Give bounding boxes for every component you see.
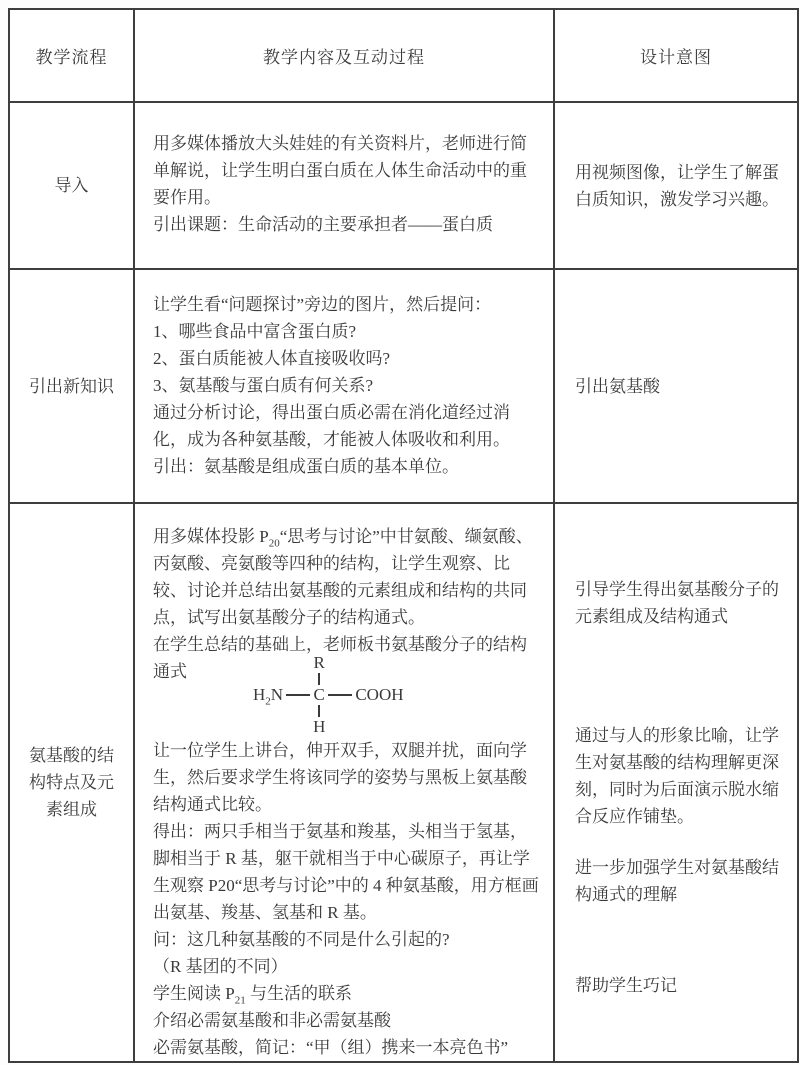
intent-text: 帮助学生巧记 (575, 976, 677, 995)
content-paragraph: （R 基团的不同） (153, 957, 288, 976)
question-item: 1、哪些食品中富含蛋白质? (153, 322, 357, 341)
question-item: 3、氨基酸与蛋白质有何关系? (153, 376, 374, 395)
question-item: 2、蛋白质能被人体直接吸收吗? (153, 349, 391, 368)
carbon-column (313, 655, 325, 735)
intent-amino-acid (554, 503, 798, 1062)
content-paragraph: 让学生看“问题探讨”旁边的图片，然后提问： (153, 295, 492, 314)
bond-line (286, 694, 310, 696)
page-subscript: 21 (234, 994, 246, 1007)
table-header-row (9, 9, 798, 102)
amino-acid-structural-formula (253, 655, 404, 735)
table-row-new-knowledge (9, 269, 798, 503)
content-paragraph: 让一位学生上讲台，伸开双手，双腿并扰，面向学生，然后要求学生将该同学的姿势与黑板上氨基酸结构通式比较。 (153, 741, 527, 814)
bond-line (318, 705, 320, 717)
content-paragraph: 引出课题：生命活动的主要承担者——蛋白质 (153, 215, 493, 234)
stage-label: 氨基酸的结构特点及元素组成 (29, 746, 114, 819)
intent-text: 进一步加强学生对氨基酸结构通式的理解 (575, 858, 779, 904)
content-paragraph: 学生阅读 $P_{21}$ 与生活的联系 (153, 984, 352, 1007)
intent-intro (554, 102, 798, 269)
content-intro (134, 102, 554, 269)
stage-amino-acid (9, 503, 134, 1062)
page-subscript: 20 (268, 537, 280, 550)
r-group: R (313, 653, 325, 672)
content-paragraph: 用多媒体投影 $P_{20}“$思考与讨论”中甘氨酸、缬氨酸、丙氨酸、亮氨酸等四种的结构，让学生观察、比较、讨论并总结出氨基酸的元素组成和结构的共同点，试写出氨基酸分子的结构通式。 (153, 527, 533, 627)
lesson-plan-table (8, 8, 799, 1063)
bond-line (328, 694, 352, 696)
table-row-intro (9, 102, 798, 269)
bond-line (318, 673, 320, 685)
intent-text: 引导学生得出氨基酸分子的元素组成及结构通式 (575, 580, 779, 626)
header-teaching-content: 教学内容及互动过程 (134, 9, 554, 102)
stage-intro (9, 102, 134, 269)
intent-text: 通过与人的形象比喻，让学生对氨基酸的结构理解更深刻，同时为后面演示脱水缩合反应作铺垫。 (575, 726, 779, 826)
content-new-knowledge (134, 269, 554, 503)
content-paragraph: 用多媒体播放大头娃娃的有关资料片，老师进行简单解说，让学生明白蛋白质在人体生命活动中的重要作用。 (153, 134, 527, 207)
intent-text: 引出氨基酸 (575, 376, 660, 396)
header-teaching-process: 教学流程 (9, 9, 134, 102)
carboxyl-group: COOH (355, 685, 404, 704)
amine-group: $H_2N$ (253, 685, 284, 708)
carbon-atom: C (313, 685, 325, 704)
table-row-amino-acid (9, 503, 798, 1062)
hydrogen-atom: H (313, 717, 326, 736)
content-paragraph: 必需氨基酸，简记：“甲（组）携来一本亮色书” (153, 1038, 509, 1057)
content-paragraph: 引出：氨基酸是组成蛋白质的基本单位。 (153, 457, 459, 476)
header-design-intent: 设计意图 (554, 9, 798, 102)
stage-label: 引出新知识 (29, 376, 114, 396)
content-paragraph: 介绍必需氨基酸和非必需氨基酸 (153, 1011, 391, 1030)
intent-new-knowledge (554, 269, 798, 503)
content-paragraph: 得出：两只手相当于氨基和羧基，头相当于氢基，脚相当于 R 基，躯干就相当于中心碳原子，再让学生观察 P20“思考与讨论”中的 4 种氨基酸，用方框画出氨基、羧基、氢基和 R 基。 (153, 822, 539, 922)
content-paragraph: 问：这几种氨基酸的不同是什么引起的? (153, 930, 450, 949)
stage-label: 导入 (54, 176, 89, 195)
content-paragraph: 通过分析讨论，得出蛋白质必需在消化道经过消化，成为各种氨基酸，才能被人体吸收和利用。 (153, 403, 510, 449)
content-amino-acid (134, 503, 554, 1062)
stage-new-knowledge (9, 269, 134, 503)
intent-text: 用视频图像，让学生了解蛋白质知识，激发学习兴趣。 (575, 162, 779, 209)
content-paragraph: 在学生总结的基础上，老师板书氨基酸分子的结构通式 (153, 635, 527, 681)
